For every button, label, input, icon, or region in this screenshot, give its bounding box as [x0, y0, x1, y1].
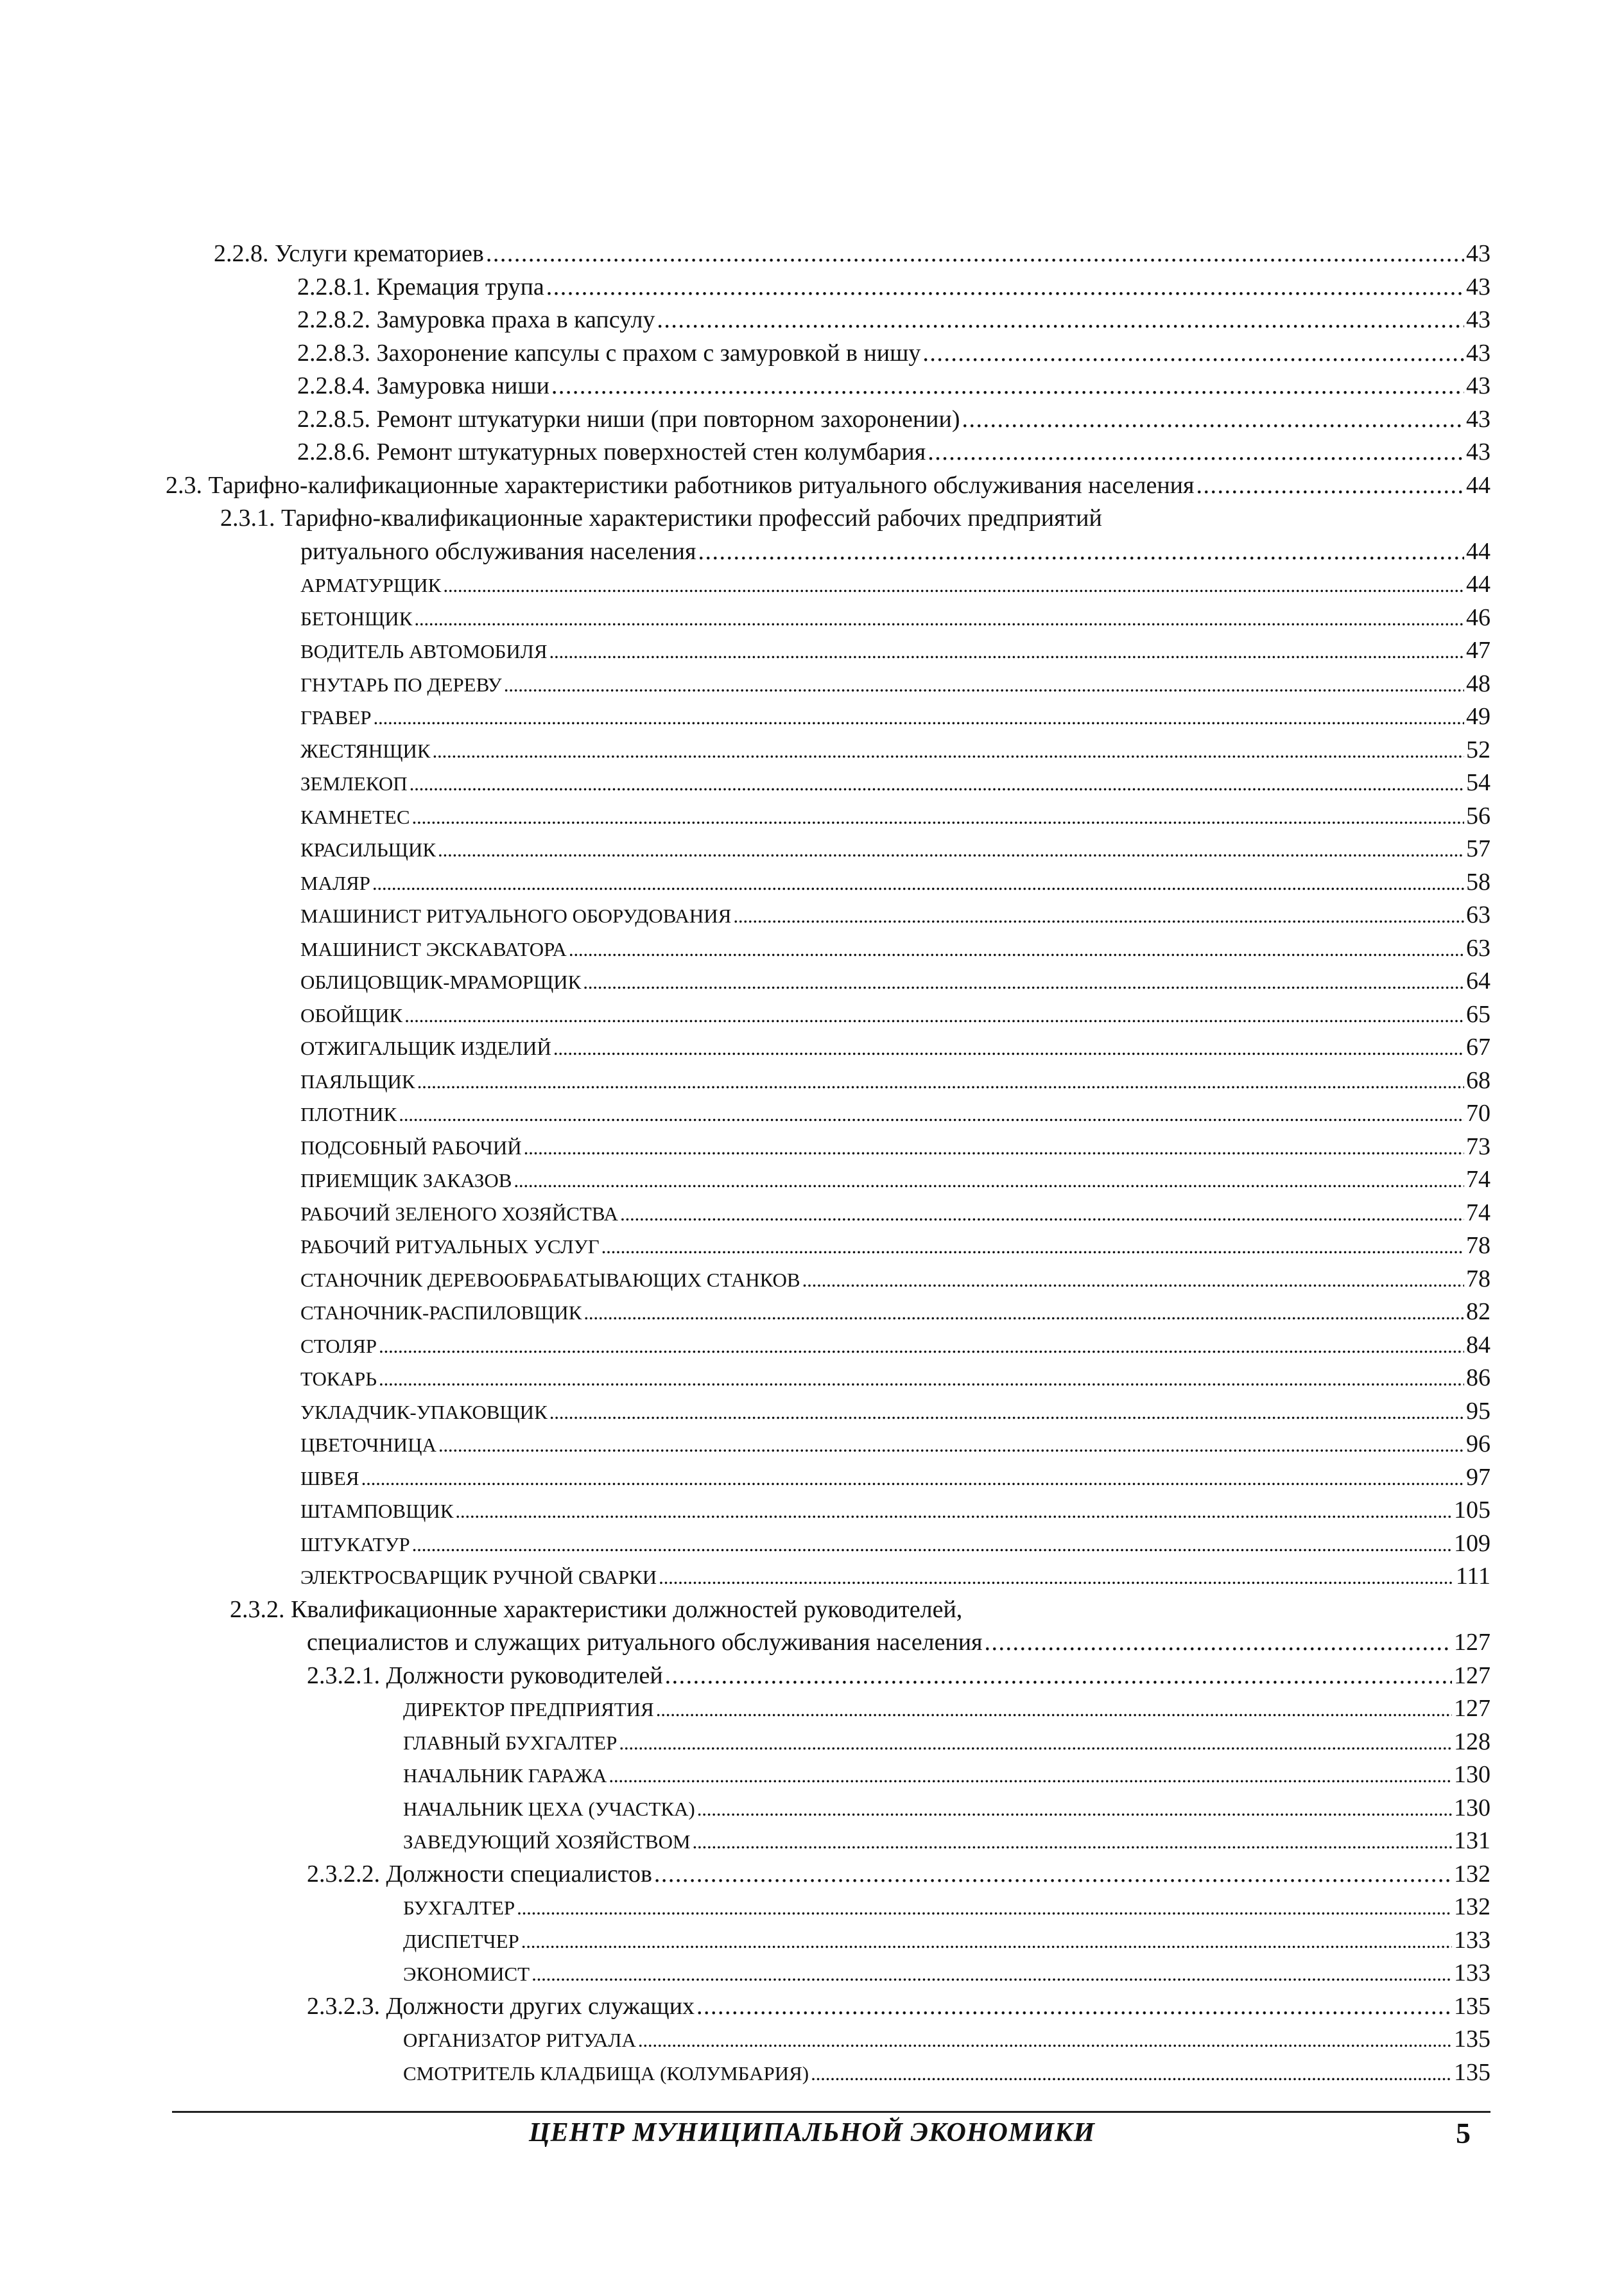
toc-page-number: 54	[1466, 769, 1490, 796]
dot-leader	[1196, 469, 1464, 503]
toc-entry	[300, 1527, 1490, 1561]
dot-leader	[601, 1230, 1464, 1263]
dot-leader	[962, 403, 1464, 437]
toc-entry	[403, 1758, 1490, 1792]
toc-entry-text: ПОДСОБНЫЙ РАБОЧИЙ	[300, 1136, 522, 1159]
toc-page-number: 48	[1466, 670, 1490, 697]
toc-entry	[300, 1229, 1490, 1263]
toc-page-number: 47	[1466, 637, 1490, 664]
toc-entry-text: ОРГАНИЗАТОР РИТУАЛА	[403, 2029, 636, 2051]
dot-leader	[553, 1032, 1464, 1065]
toc-entry-text: ГЛАВНЫЙ БУХГАЛТЕР	[403, 1731, 618, 1754]
dot-leader	[620, 1197, 1464, 1231]
toc-page-number: 65	[1466, 1000, 1490, 1028]
toc-entry	[300, 800, 1490, 833]
toc-page-number: 135	[1454, 1992, 1490, 2020]
toc-entry-text: ШТАМПОВЩИК	[300, 1500, 454, 1522]
toc-page-number: 64	[1466, 968, 1490, 994]
toc-entry	[403, 1924, 1490, 1957]
dot-leader	[922, 337, 1464, 370]
toc-page-number: 133	[1454, 1959, 1490, 1986]
dot-leader	[696, 1990, 1452, 2024]
toc-page-number: 82	[1466, 1298, 1490, 1325]
toc-entry	[300, 535, 1490, 569]
toc-entry	[300, 998, 1490, 1032]
toc-entry	[300, 833, 1490, 866]
toc-entry	[403, 1825, 1490, 1858]
toc-entry-text: ЗАВЕДУЮЩИЙ ХОЗЯЙСТВОМ	[403, 1830, 691, 1853]
toc-page-number: 109	[1454, 1529, 1490, 1557]
toc-page-number: 74	[1466, 1166, 1490, 1193]
toc-entry	[230, 1593, 1490, 1627]
toc-entry	[300, 1494, 1490, 1527]
toc-entry	[214, 238, 1490, 271]
toc-entry-text: 2.2.8.4. Замуровка ниши	[297, 372, 549, 399]
toc-entry-text: СМОТРИТЕЛЬ КЛАДБИЩА (КОЛУМБАРИЯ)	[403, 2061, 809, 2085]
toc-entry	[220, 502, 1490, 535]
dot-leader	[985, 1626, 1452, 1660]
dot-leader	[656, 1693, 1452, 1726]
toc-entry-text: ТОКАРЬ	[300, 1367, 377, 1390]
toc-entry-text: 2.2.8. Услуги крематориев	[214, 240, 484, 267]
toc-entry	[403, 1726, 1490, 1759]
toc-page-number: 44	[1466, 571, 1490, 598]
toc-page-number: 96	[1466, 1430, 1490, 1457]
toc-page-number: 78	[1466, 1265, 1490, 1292]
toc-page-number: 52	[1466, 736, 1490, 763]
dot-leader	[657, 304, 1464, 337]
toc-page-number: 43	[1466, 306, 1490, 333]
toc-entry-text: ЭКОНОМИСТ	[403, 1963, 530, 1985]
toc-entry	[403, 1792, 1490, 1825]
toc-entry	[300, 767, 1490, 800]
toc-page-number: 73	[1466, 1133, 1490, 1160]
toc-entry	[300, 1163, 1490, 1197]
dot-leader	[551, 370, 1464, 403]
dot-leader	[638, 2024, 1452, 2057]
dot-leader	[928, 436, 1464, 469]
toc-entry-text: ОБЛИЦОВЩИК-МРАМОРЩИК	[300, 971, 582, 993]
dot-leader	[514, 1164, 1464, 1197]
toc-entry-text: ДИСПЕТЧЕР	[403, 1929, 519, 1952]
toc-entry	[300, 568, 1490, 602]
toc-entry-text: 2.3.2.1. Должности руководителей	[307, 1662, 663, 1689]
dot-leader	[414, 602, 1464, 636]
toc-entry	[300, 1461, 1490, 1495]
toc-entry-text: 2.2.8.5. Ремонт штукатурки ниши (при повторном захоронении)	[297, 405, 960, 433]
toc-entry	[300, 734, 1490, 767]
dot-leader	[372, 867, 1464, 900]
dot-leader	[412, 801, 1465, 834]
dot-leader	[399, 1098, 1464, 1131]
toc-page-number: 127	[1454, 1662, 1490, 1689]
toc-page-number: 135	[1454, 2058, 1490, 2086]
toc-entry-text: ЦВЕТОЧНИЦА	[300, 1434, 436, 1456]
toc-entry-text: ЭЛЕКТРОСВАРЩИК РУЧНОЙ СВАРКИ	[300, 1566, 657, 1588]
dot-leader	[417, 1065, 1464, 1098]
toc-entry	[300, 1097, 1490, 1131]
toc-page-number: 67	[1466, 1034, 1490, 1061]
toc-entry	[300, 1428, 1490, 1461]
toc-entry	[297, 370, 1490, 403]
toc-page-number: 78	[1466, 1232, 1490, 1259]
dot-leader	[379, 1330, 1464, 1363]
dot-leader	[697, 1792, 1452, 1826]
toc-page-number: 43	[1466, 339, 1490, 367]
dot-leader	[379, 1362, 1464, 1396]
footer-rule	[172, 2111, 1490, 2113]
toc-page-number: 127	[1454, 1695, 1490, 1722]
toc-page-number: 43	[1466, 438, 1490, 465]
toc-page-number: 74	[1466, 1199, 1490, 1226]
toc-entry	[300, 1362, 1490, 1395]
table-of-contents	[0, 238, 1624, 2089]
toc-entry	[300, 932, 1490, 966]
dot-leader	[524, 1131, 1464, 1165]
dot-leader	[433, 734, 1464, 768]
toc-page-number: 135	[1454, 2026, 1490, 2053]
toc-entry	[300, 1263, 1490, 1296]
toc-entry-text: СТАНОЧНИК-РАСПИЛОВЩИК	[300, 1301, 582, 1324]
toc-entry	[297, 403, 1490, 437]
toc-entry	[297, 271, 1490, 304]
dot-leader	[569, 933, 1464, 966]
toc-entry-text: ОТЖИГАЛЬЩИК ИЗДЕЛИЙ	[300, 1037, 551, 1059]
dot-leader	[549, 1396, 1464, 1429]
toc-entry	[300, 965, 1490, 998]
toc-entry	[300, 1560, 1490, 1593]
toc-page-number: 43	[1466, 273, 1490, 300]
toc-page-number: 49	[1466, 703, 1490, 730]
toc-page-number: 130	[1454, 1761, 1490, 1788]
toc-page-number: 58	[1466, 868, 1490, 896]
toc-page-number: 44	[1466, 537, 1490, 565]
dot-leader	[583, 1296, 1464, 1330]
dot-leader	[802, 1263, 1464, 1297]
toc-page-number: 132	[1454, 1860, 1490, 1888]
toc-entry-text: ПРИЕМЩИК ЗАКАЗОВ	[300, 1169, 512, 1192]
toc-entry-text: ОБОЙЩИК	[300, 1003, 403, 1027]
toc-entry	[297, 304, 1490, 337]
toc-entry-text: КАМНЕТЕС	[300, 805, 410, 828]
toc-entry-text: ШВЕЯ	[300, 1466, 359, 1489]
toc-entry-text: 2.2.8.1. Кремация трупа	[297, 273, 544, 300]
toc-entry	[300, 700, 1490, 734]
toc-page-number: 128	[1454, 1728, 1490, 1755]
toc-entry-text: ШТУКАТУР	[300, 1532, 410, 1556]
toc-entry	[300, 602, 1490, 635]
toc-entry-text: ЖЕСТЯНЩИК	[300, 739, 431, 762]
toc-entry	[297, 337, 1490, 370]
dot-leader	[693, 1825, 1452, 1859]
toc-entry	[403, 2023, 1490, 2056]
toc-entry	[403, 1692, 1490, 1726]
toc-entry	[403, 1957, 1490, 1990]
dot-leader	[619, 1726, 1452, 1760]
toc-entry	[166, 469, 1490, 503]
dot-leader	[654, 1858, 1452, 1891]
toc-page-number: 97	[1466, 1463, 1490, 1491]
toc-entry	[300, 1197, 1490, 1230]
dot-leader	[412, 1528, 1452, 1561]
toc-entry	[300, 899, 1490, 932]
toc-entry-text: СТАНОЧНИК ДЕРЕВООБРАБАТЫВАЮЩИХ СТАНКОВ	[300, 1268, 800, 1291]
toc-entry-text: 2.3.2.3. Должности других служащих	[307, 1992, 695, 2020]
toc-entry	[300, 668, 1490, 701]
toc-entry-text: СТОЛЯР	[300, 1334, 377, 1357]
footer-page-number: 5	[1456, 2117, 1471, 2149]
toc-page-number: 130	[1454, 1794, 1490, 1821]
toc-entry-text: АРМАТУРЩИК	[300, 574, 442, 596]
toc-entry	[300, 634, 1490, 668]
dot-leader	[404, 999, 1464, 1032]
toc-entry	[300, 1064, 1490, 1098]
dot-leader	[504, 668, 1464, 702]
toc-entry	[403, 2056, 1490, 2090]
toc-entry	[297, 436, 1490, 469]
toc-page-number: 95	[1466, 1397, 1490, 1425]
toc-page-number: 56	[1466, 802, 1490, 829]
toc-entry-text: МАЛЯР	[300, 871, 370, 894]
dot-leader	[811, 2057, 1452, 2090]
dot-leader	[665, 1660, 1452, 1693]
dot-leader	[531, 1957, 1452, 1991]
dot-leader	[361, 1462, 1464, 1495]
toc-page-number: 57	[1466, 835, 1490, 862]
toc-page-number: 44	[1466, 471, 1490, 499]
toc-entry-text: 2.2.8.3. Захоронение капсулы с прахом с замуровкой в нишу	[297, 339, 921, 367]
toc-page-number: 84	[1466, 1331, 1490, 1358]
toc-page-number: 63	[1466, 934, 1490, 962]
dot-leader	[549, 635, 1464, 668]
toc-entry	[307, 1858, 1490, 1891]
toc-entry-text: 2.2.8.2. Замуровка праха в капсулу	[297, 306, 655, 333]
toc-entry	[300, 1329, 1490, 1362]
toc-entry	[300, 866, 1490, 899]
toc-entry-text: УКЛАДЧИК-УПАКОВЩИК	[300, 1400, 548, 1423]
toc-page-number: 43	[1466, 240, 1490, 267]
toc-entry-text: ВОДИТЕЛЬ АВТОМОБИЛЯ	[300, 640, 548, 663]
dot-leader	[698, 535, 1465, 569]
toc-entry	[300, 1296, 1490, 1329]
toc-page-number: 132	[1454, 1893, 1490, 1920]
toc-entry-text: БУХГАЛТЕР	[403, 1896, 515, 1919]
toc-entry	[300, 1395, 1490, 1428]
toc-entry-text: НАЧАЛЬНИК ГАРАЖА	[403, 1764, 607, 1787]
dot-leader	[546, 271, 1464, 304]
toc-entry	[403, 1891, 1490, 1924]
dot-leader	[583, 966, 1464, 999]
toc-page-number: 43	[1466, 405, 1490, 433]
dot-leader	[517, 1891, 1452, 1925]
toc-entry	[307, 1626, 1490, 1660]
toc-page-number: 43	[1466, 372, 1490, 399]
toc-entry-text: МАШИНИСТ ЭКСКАВАТОРА	[300, 937, 567, 960]
toc-entry-text: НАЧАЛЬНИК ЦЕХА (УЧАСТКА)	[403, 1797, 695, 1820]
toc-entry-text: ГНУТАРЬ ПО ДЕРЕВУ	[300, 673, 502, 696]
toc-entry	[307, 1660, 1490, 1693]
dot-leader	[443, 569, 1464, 602]
toc-page-number: 133	[1454, 1926, 1490, 1954]
dot-leader	[438, 1428, 1464, 1462]
dot-leader	[373, 701, 1464, 734]
toc-page-number: 46	[1466, 603, 1490, 631]
toc-page-number: 127	[1454, 1629, 1490, 1656]
toc-entry-text: ритуального обслуживания населения	[300, 537, 696, 565]
dot-leader	[521, 1925, 1452, 1958]
toc-entry-text: 2.3.1. Тарифно-квалификационные характеристики профессий рабочих предприятий	[220, 505, 1102, 532]
toc-page-number: 105	[1454, 1497, 1490, 1523]
dot-leader	[410, 767, 1464, 801]
toc-entry-text: 2.3. Тарифно-калификационные характеристики работников ритуального обслуживания населения	[166, 471, 1195, 499]
dot-leader	[659, 1561, 1454, 1594]
toc-entry-text: ДИРЕКТОР ПРЕДПРИЯТИЯ	[403, 1698, 654, 1721]
footer-title: ЦЕНТР МУНИЦИПАЛЬНОЙ ЭКОНОМИКИ	[528, 2118, 1096, 2148]
toc-entry-text: КРАСИЛЬЩИК	[300, 838, 436, 861]
toc-entry-text: 2.3.2. Квалификационные характеристики должностей руководителей,	[230, 1595, 963, 1623]
toc-page-number: 68	[1466, 1066, 1490, 1094]
dot-leader	[455, 1495, 1452, 1528]
toc-entry-text: БЕТОНЩИК	[300, 607, 413, 630]
toc-page-number: 86	[1466, 1364, 1490, 1391]
dot-leader	[609, 1759, 1452, 1792]
dot-leader	[486, 238, 1464, 271]
toc-entry-text: ЗЕМЛЕКОП	[300, 772, 408, 795]
toc-page-number: 131	[1454, 1827, 1490, 1854]
toc-entry-text: ПЛОТНИК	[300, 1103, 397, 1125]
toc-entry	[307, 1990, 1490, 2024]
toc-entry-text: РАБОЧИЙ ЗЕЛЕНОГО ХОЗЯЙСТВА	[300, 1202, 618, 1225]
toc-entry-text: МАШИНИСТ РИТУАЛЬНОГО ОБОРУДОВАНИЯ	[300, 905, 732, 927]
toc-entry	[300, 1131, 1490, 1164]
toc-page-number: 63	[1466, 901, 1490, 928]
toc-entry-text: специалистов и служащих ритуального обслуживания населения	[307, 1629, 983, 1656]
dot-leader	[438, 833, 1464, 867]
toc-page-number: 111	[1455, 1563, 1490, 1590]
toc-entry-text: 2.3.2.2. Должности специалистов	[307, 1860, 652, 1888]
toc-page-number: 70	[1466, 1100, 1490, 1127]
toc-entry-text: РАБОЧИЙ РИТУАЛЬНЫХ УСЛУГ	[300, 1235, 600, 1258]
toc-entry-text: ПАЯЛЬЩИК	[300, 1070, 415, 1093]
toc-entry	[300, 1031, 1490, 1064]
dot-leader	[733, 899, 1464, 933]
toc-entry-text: 2.2.8.6. Ремонт штукатурных поверхностей стен колумбария	[297, 438, 926, 465]
toc-entry-text: ГРАВЕР	[300, 706, 372, 729]
